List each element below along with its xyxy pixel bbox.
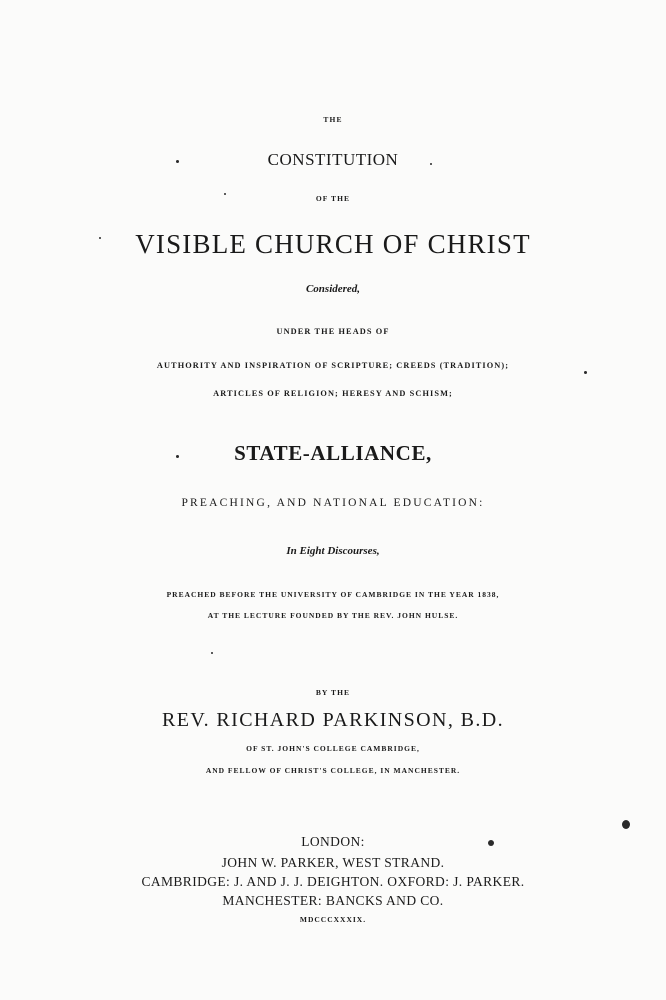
scan-speck: [99, 237, 101, 239]
scan-speck: [488, 840, 494, 846]
by-the-label: BY THE: [315, 688, 351, 697]
preached-line-2: AT THE LECTURE FOUNDED BY THE REV. JOHN HULSE.: [207, 611, 459, 620]
author-affiliation-1: OF ST. JOHN'S COLLEGE CAMBRIDGE,: [246, 744, 420, 753]
considered-label: Considered,: [305, 283, 361, 295]
scan-speck: [176, 160, 179, 163]
scan-speck: [430, 163, 432, 165]
the-label: THE: [323, 115, 343, 124]
heads-line-1: AUTHORITY AND INSPIRATION OF SCRIPTURE; CREEDS (TRADITION);: [156, 361, 510, 370]
scan-speck: [622, 820, 630, 829]
author-name: REV. RICHARD PARKINSON, B.D.: [161, 709, 505, 731]
preached-line-1: PREACHED BEFORE THE UNIVERSITY OF CAMBRIDGE IN THE YEAR 1838,: [166, 590, 500, 599]
scan-speck: [224, 193, 226, 195]
scan-speck: [176, 455, 179, 458]
imprint-publisher-3: MANCHESTER: BANCKS AND CO.: [222, 893, 444, 908]
scan-speck: [211, 652, 213, 654]
under-heads-label: UNDER THE HEADS OF: [276, 327, 390, 336]
imprint-london: LONDON:: [301, 834, 365, 849]
in-eight-discourses: In Eight Discourses,: [286, 545, 380, 557]
imprint-year: MDCCCXXXIX.: [299, 915, 367, 924]
constitution-heading: CONSTITUTION: [267, 150, 399, 169]
scan-speck: [584, 371, 587, 374]
main-title: VISIBLE CHURCH OF CHRIST: [135, 229, 531, 259]
state-alliance-heading: STATE-ALLIANCE,: [234, 441, 432, 465]
imprint-publisher-1: JOHN W. PARKER, WEST STRAND.: [221, 855, 445, 870]
author-affiliation-2: AND FELLOW OF CHRIST'S COLLEGE, IN MANCHESTER.: [205, 766, 461, 775]
heads-line-2: ARTICLES OF RELIGION; HERESY AND SCHISM;: [213, 389, 453, 398]
preaching-line: PREACHING, AND NATIONAL EDUCATION:: [181, 497, 485, 509]
of-the-label: OF THE: [315, 194, 351, 203]
imprint-publisher-2: CAMBRIDGE: J. AND J. J. DEIGHTON. OXFORD: J. PARKER.: [141, 874, 525, 889]
